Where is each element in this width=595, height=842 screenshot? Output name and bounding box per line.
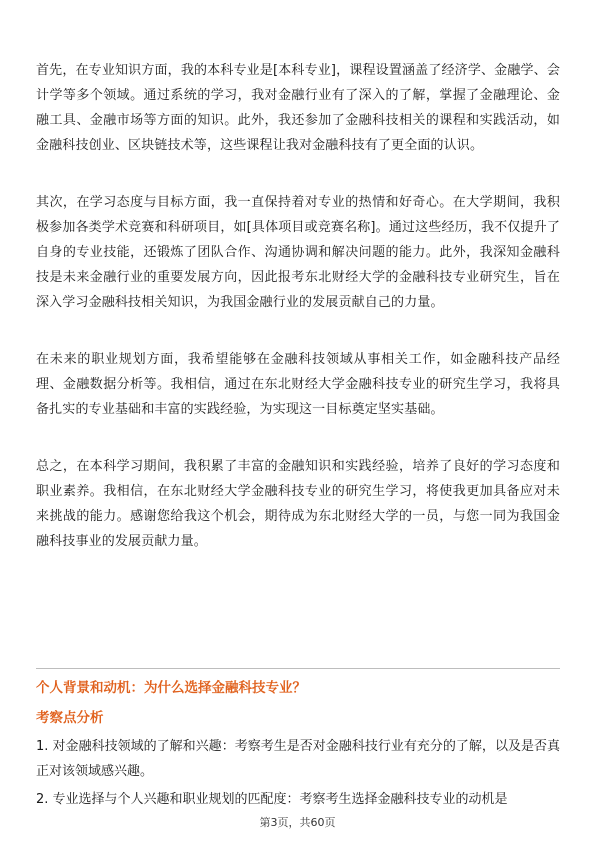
paragraph-4: 总之，在本科学习期间，我积累了丰富的金融知识和实践经验，培养了良好的学习态度和职业素养。我相信，在东北财经大学金融科技专业的研究生学习，将使我更加具备应对未来挑战的能力。感谢您给我这个机会，期待成为东北财经大学的一员，与您一同为我国金融科技事业的发展贡献力量。 xyxy=(36,459,560,549)
section-subtitle: 考察点分析 xyxy=(36,710,104,726)
page-number: 第3页，共60页 xyxy=(259,816,336,829)
list-item: 1. 对金融科技领域的了解和兴趣：考察考生是否对金融科技行业有充分的了解，以及是否真正对该领域感兴趣。 xyxy=(36,739,560,779)
body-text xyxy=(36,58,560,586)
section-title: 个人背景和动机：为什么选择金融科技专业？ xyxy=(36,680,306,696)
paragraph-2: 其次，在学习态度与目标方面，我一直保持着对专业的热情和好奇心。在大学期间，我积极参加各类学术竞赛和科研项目，如[具体项目或竞赛名称]。通过这些经历，我不仅提升了自身的专业技能，还锻炼了团队合作、沟通协调和解决问题的能力。此外，我深知金融科技是未来金融行业的重要发展方向，因此报考东北财经大学的金融科技专业研究生，旨在深入学习金融科技相关知识，为我国金融行业的发展贡献自己的力量。 xyxy=(36,195,560,310)
analysis-list xyxy=(36,734,560,815)
paragraph-1: 首先，在专业知识方面，我的本科专业是[本科专业]，课程设置涵盖了经济学、金融学、会计学等多个领域。通过系统的学习，我对金融行业有了深入的了解，掌握了金融理论、金融工具、金融市场等方面的知识。此外，我还参加了金融科技相关的课程和实践活动，如金融科技创业、区块链技术等，这些课程让我对金融科技有了更全面的认识。 xyxy=(36,63,560,153)
paragraph-3: 在未来的职业规划方面，我希望能够在金融科技领域从事相关工作，如金融科技产品经理、金融数据分析等。我相信，通过在东北财经大学金融科技专业的研究生学习，我将具备扎实的专业基础和丰富的实践经验，为实现这一目标奠定坚实基础。 xyxy=(36,352,560,417)
list-item: 2. 专业选择与个人兴趣和职业规划的匹配度：考察考生选择金融科技专业的动机是 xyxy=(36,792,508,807)
section-divider xyxy=(36,668,560,669)
